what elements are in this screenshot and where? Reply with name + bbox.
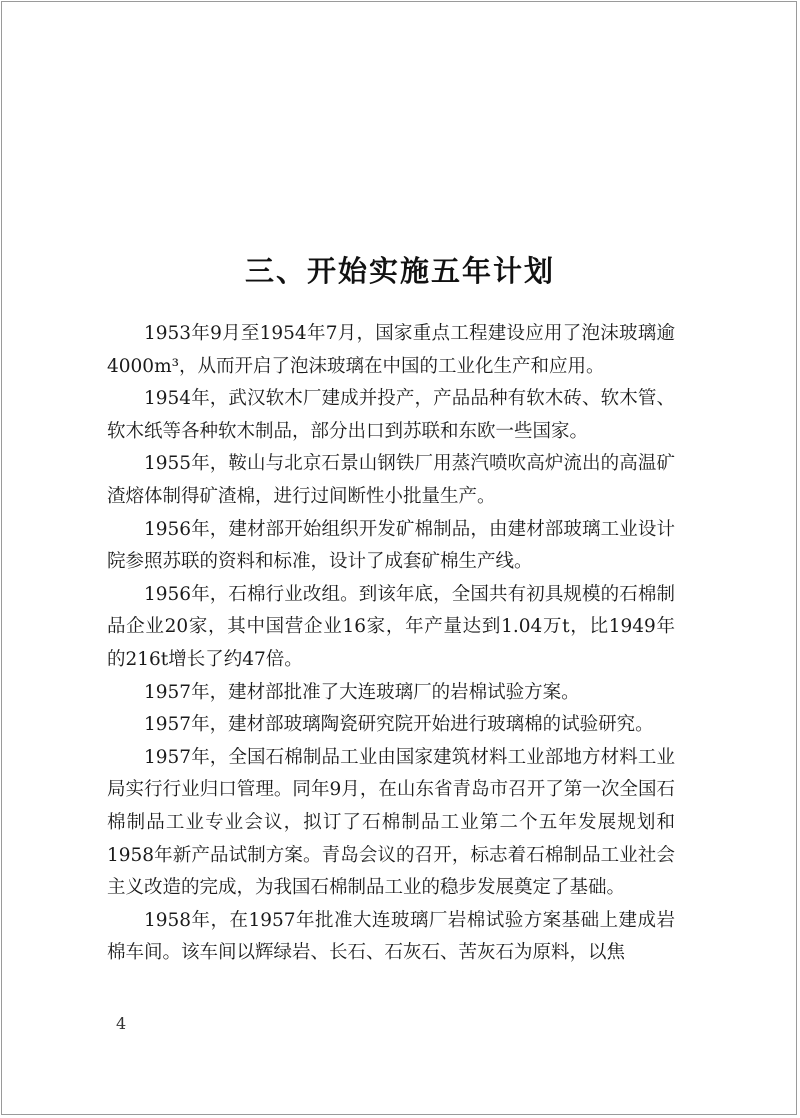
paragraph-1957-rock-wool-plan: 1957年，建材部批准了大连玻璃厂的岩棉试验方案。 [144,681,580,703]
paragraph-1954-wuhan-cork: 1954年，武汉软木厂建成并投产，产品品种有软木砖、软木管、软木纸等各种软木制品，部分出口到苏联和东欧一些国家。 [107,388,675,442]
paragraph-1957-glass-wool-research: 1957年，建材部玻璃陶瓷研究院开始进行玻璃棉的试验研究。 [144,714,654,736]
paragraph-1956-mineral-wool: 1956年，建材部开始组织开发矿棉制品，由建材部玻璃工业设计院参照苏联的资料和标准，设计了成套矿棉生产线。 [107,518,675,573]
paragraph-1958-rock-wool-workshop: 1958年，在1957年批准大连玻璃厂岩棉试验方案基础上建成岩棉车间。该车间以辉绿岩、长石、石灰石、苦灰石为原料，以焦 [107,909,675,964]
paragraph-1953-foam-glass: 1953年9月至1954年7月，国家重点工程建设应用了泡沫玻璃逾4000m³，从而开启了泡沫玻璃在中国的工业化生产和应用。 [107,323,675,377]
paragraph-1955-slag-wool: 1955年，鞍山与北京石景山钢铁厂用蒸汽喷吹高炉流出的高温矿渣熔体制得矿渣棉，进行过间断性小批量生产。 [107,453,675,507]
paragraph-1956-asbestos-reorg: 1956年，石棉行业改组。到该年底，全国共有初具规模的石棉制品企业20家，其中国营企业16家，年产量达到1.04万t，比1949年的216t增长了约47倍。 [107,583,675,670]
page-number: 4 [116,1014,127,1033]
body-text [107,318,675,970]
chapter-title: 三、开始实施五年计划 [244,254,555,289]
paragraph-1957-asbestos-management: 1957年，全国石棉制品工业由国家建筑材料工业部地方材料工业局实行行业归口管理。同年9月，在山东省青岛市召开了第一次全国石棉制品工业专业会议，拟订了石棉制品工业第二个五年发展规划和1958年新产品试制方案。青岛会议的召开，标志着石棉制品工业社会主义改造的完成，为我国石棉制品工业的稳步发展奠定了基础。 [107,746,675,899]
